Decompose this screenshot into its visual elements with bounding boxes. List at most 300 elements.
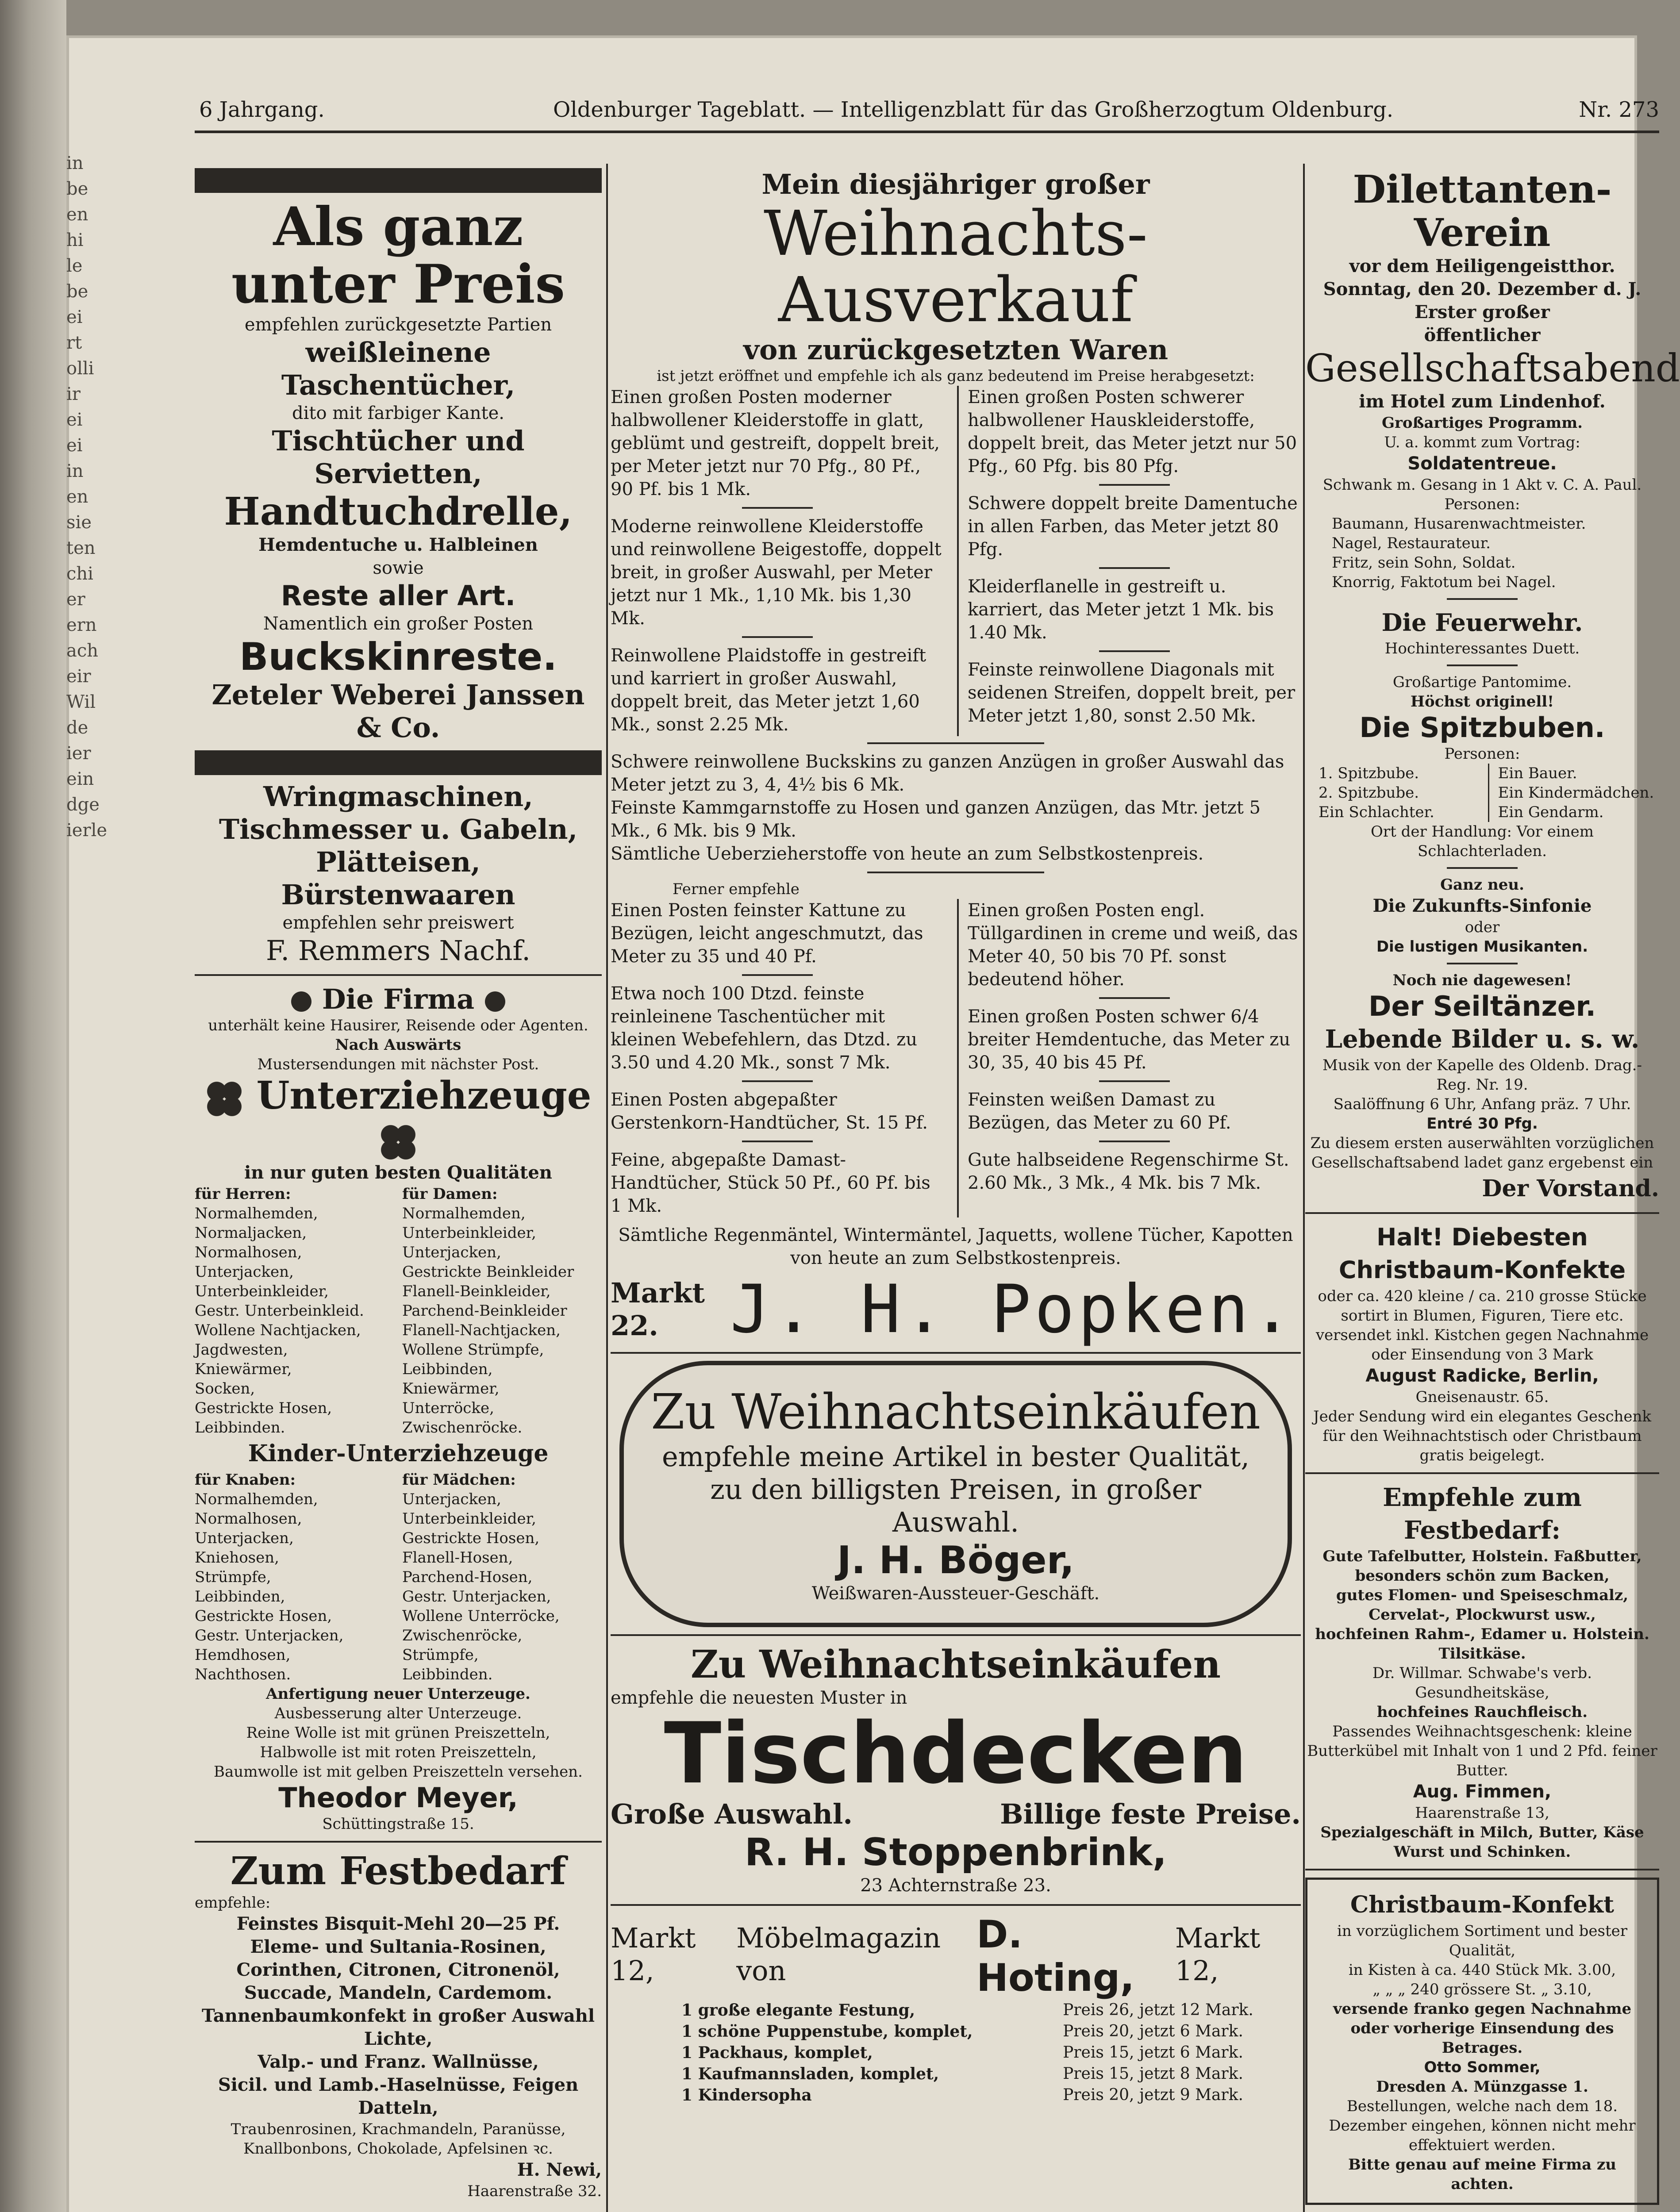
ad-line: Die lustigen Musikanten. — [1376, 938, 1588, 956]
margin-fragment: ei — [66, 435, 83, 456]
ad-firm: R. H. Stoppenbrink, — [744, 1830, 1167, 1874]
offer-text: Einen großen Posten schwerer halbwollener Hauskleiderstoffe, doppelt breit, das Meter jetzt nur 50 Pfg., 60 Pfg. bis 80 Pfg. — [968, 387, 1297, 476]
list-item: Jagdwesten, — [195, 1341, 288, 1359]
ad-headline: Weihnachts-Ausverkauf — [764, 198, 1148, 336]
list-item: Gestr. Unterbeinkleid. — [195, 1302, 364, 1320]
ad-headline: Christbaum-Konfekt — [1350, 1891, 1615, 1918]
list-item: Nagel, Restaurateur. — [1332, 534, 1491, 552]
ad-headline: Zu Weihnachtseinkäufen — [651, 1383, 1261, 1440]
list-item: 1. Spitzbube. — [1319, 764, 1419, 782]
ad-line: Eleme- und Sultania-Rosinen, — [250, 1936, 546, 1957]
rule — [1447, 867, 1518, 869]
rule — [1305, 1869, 1659, 1870]
header-number: Nr. 273 — [1579, 97, 1659, 122]
ad-line: oder — [1465, 918, 1500, 936]
newspaper-page — [66, 35, 1680, 2212]
list-item: Parchend-Beinkleider — [402, 1302, 567, 1320]
ad-line: Der Seiltänzer. — [1369, 990, 1596, 1022]
ad-line: Reine Wolle ist mit grünen Preiszetteln, — [246, 1724, 550, 1742]
table-cell: Preis 20, jetzt 6 Mark. — [1063, 2022, 1243, 2040]
ad-address: Schüttingstraße 15. — [322, 1815, 474, 1833]
list-item: Ein Bauer. — [1498, 764, 1577, 782]
list-item: Unterjacken, — [195, 1529, 294, 1547]
ad-line: Baumwolle ist mit gelben Preiszetteln versehen. — [214, 1763, 583, 1781]
ad-line: Feinstes Bisquit-Mehl 20—25 Pf. — [236, 1913, 560, 1934]
ad-address: Gneisenaustr. 65. — [1415, 1388, 1549, 1406]
rule — [1305, 1472, 1659, 1474]
margin-fragment: ei — [66, 307, 83, 327]
ad-address: Haarenstraße 13, — [1415, 1804, 1549, 1822]
ad-line: Höchst originell! — [1410, 693, 1554, 710]
ad-line: Namentlich ein großer Posten — [263, 614, 534, 634]
ad-line: Buckskinreste. — [239, 635, 557, 679]
ad-line: Soldatentreue. — [1407, 453, 1557, 474]
bullet-icon — [485, 991, 505, 1012]
list-item: Strümpfe, — [402, 1646, 479, 1664]
margin-fragment: er — [66, 589, 85, 610]
rule — [867, 742, 1044, 744]
list-item: Unterbeinkleider, — [402, 1224, 536, 1242]
ad-firm: Otto Sommer, — [1424, 2058, 1541, 2076]
ad-headline: Als ganz unter Preis — [231, 196, 565, 315]
list-item: Gestrickte Hosen, — [195, 1399, 332, 1417]
ad-line: Bestellungen, welche nach dem 18. Dezember eingehen, können nicht mehr effektuiert werden. — [1329, 2097, 1636, 2154]
margin-fragment: ierle — [66, 820, 108, 841]
list-item: Normaljacken, — [195, 1224, 307, 1242]
list-item: Baumann, Husarenwachtmeister. — [1332, 515, 1586, 533]
margin-fragment: hi — [66, 230, 84, 250]
ad-line: Ort der Handlung: Vor einem Schlachterladen. — [1370, 823, 1594, 860]
offer-text: Kleiderflanelle in gestreift u. karriert, das Meter jetzt 1 Mk. bis 1.40 Mk. — [968, 576, 1274, 643]
list-item: Ein Schlachter. — [1319, 803, 1434, 821]
ad-line: Großartiges Programm. — [1381, 414, 1583, 432]
rule — [742, 1080, 813, 1082]
ad-line: Tischtücher und Servietten, — [272, 425, 525, 490]
rule — [1099, 997, 1170, 999]
table-cell: 1 große elegante Festung, — [681, 2001, 915, 2020]
list-item: Zwischenröcke, — [402, 1627, 523, 1644]
ad-line: Musik von der Kapelle des Oldenb. Drag.-Reg. Nr. 19. — [1322, 1056, 1642, 1094]
list-item: Unterbeinkleider, — [195, 1283, 329, 1300]
price-table — [611, 2000, 1301, 2106]
header-rule — [195, 131, 1659, 133]
margin-fragment: le — [66, 256, 83, 276]
ad-line: sowie — [373, 558, 424, 578]
list-item: Unterjacken, — [195, 1263, 294, 1281]
margin-fragment: de — [66, 718, 88, 738]
ad-dilettanten — [1305, 167, 1680, 1205]
ad-line: Succade, Mandeln, Cardemom. — [244, 1982, 553, 2003]
ad-radicke — [1305, 1221, 1659, 1465]
ad-line: Erster großer — [1415, 302, 1550, 323]
ad-line: Billige feste Preise. — [1000, 1798, 1301, 1830]
column-divider — [606, 164, 608, 2212]
list-item: Leibbinden. — [402, 1666, 493, 1683]
rule — [195, 974, 602, 976]
table-cell: 1 Packhaus, komplet, — [681, 2043, 873, 2062]
ad-line: hochfeinen Rahm-, Edamer u. Holstein. Tilsitkäse. — [1315, 1625, 1649, 1663]
column-divider — [1303, 164, 1305, 2212]
ad-firm: J. H. Popken. — [730, 1271, 1296, 1348]
list-item: Ein Gendarm. — [1498, 803, 1604, 821]
ad-line: Nach Auswärts — [335, 1036, 461, 1054]
ad-line: Dr. Willmar. Schwabe's verb. Gesundheitskäse, — [1372, 1664, 1592, 1701]
scan-edge — [0, 0, 66, 2212]
rule — [611, 1352, 1301, 1354]
table-row — [611, 2042, 1301, 2063]
offer-text: Feine, abgepaßte Damast-Handtücher, Stück 50 Pf., 60 Pf. bis 1 Mk. — [611, 1150, 930, 1216]
ad-headline: Zum Festbedarf — [230, 1849, 566, 1893]
ad-title: Unterziehzeuge — [256, 1073, 592, 1118]
ad-line: dito mit farbiger Kante. — [292, 403, 505, 423]
ad-line: Jeder Sendung wird ein elegantes Geschenk für den Weihnachtstisch oder Christbaum gratis beigelegt. — [1313, 1408, 1652, 1464]
ad-title: Kinder-Unterziehzeuge — [248, 1440, 549, 1467]
table-cell: 1 schöne Puppenstube, komplet, — [681, 2022, 973, 2041]
ad-line: sortirt in Blumen, Figuren, Tiere etc. versendet inkl. Kistchen gegen Nachnahme oder Einsendung von 3 Mark — [1315, 1307, 1649, 1363]
margin-fragment: in — [66, 461, 84, 481]
table-row — [611, 2085, 1301, 2106]
ad-line: U. a. kommt zum Vortrag: — [1384, 434, 1580, 451]
margin-fragment: rt — [66, 333, 82, 353]
list-item: Gestrickte Beinkleider — [402, 1263, 574, 1281]
margin-fragment: ach — [66, 641, 99, 661]
margin-fragment: sie — [66, 512, 92, 533]
ad-line: Lebende Bilder u. s. w. — [1325, 1025, 1640, 1054]
table-cell: Preis 15, jetzt 6 Mark. — [1063, 2043, 1243, 2062]
column-2 — [611, 168, 1301, 2208]
list-item: Knorrig, Faktotum bei Nagel. — [1332, 573, 1556, 591]
ad-line: Ganz neu. — [1440, 876, 1524, 894]
rule — [1447, 598, 1518, 600]
margin-fragment: be — [66, 281, 88, 302]
margin-fragment: olli — [66, 358, 94, 379]
offer-text: Schwere doppelt breite Damentuche in allen Farben, das Meter jetzt 80 Pfg. — [968, 493, 1298, 560]
ad-pre: Zu Weihnachtseinkäufen — [691, 1642, 1221, 1687]
list-item: Leibbinden, — [402, 1360, 493, 1378]
rule — [1447, 664, 1518, 666]
margin-fragment: in — [66, 153, 84, 173]
ad-firm: D. Hoting, — [976, 1912, 1135, 2000]
list-item: Hemdhosen, — [195, 1646, 291, 1664]
offer-text: Einen Posten abgepaßter Gerstenkorn-Handtücher, St. 15 Pf. — [611, 1090, 928, 1133]
offer-text: Feinste reinwollene Diagonals mit seidenen Streifen, doppelt breit, per Meter jetzt 1,80, sonst 2.50 Mk. — [968, 660, 1296, 726]
ad-address: Markt 22. — [611, 1277, 705, 1342]
ad-sommer — [1305, 1878, 1659, 2205]
ad-firm: Aug. Fimmen, — [1413, 1782, 1552, 1802]
ad-line: weißleinene Taschentücher, — [281, 336, 515, 401]
list-item: Gestr. Unterjacken, — [402, 1588, 551, 1605]
ad-stoppenbrink — [611, 1643, 1301, 1897]
list-item: Gestrickte Hosen, — [195, 1607, 332, 1625]
header-volume: 6 Jahrgang. — [199, 97, 325, 122]
ad-janssen — [195, 168, 602, 775]
list-item: Normalhosen, — [195, 1510, 302, 1528]
rule — [611, 1634, 1301, 1636]
ad-firm: August Radicke, Berlin, — [1365, 1366, 1599, 1386]
ad-line: Sonntag, den 20. Dezember d. J. — [1323, 279, 1642, 300]
ad-line: Bitte genau auf meine Firma zu achten. — [1348, 2156, 1616, 2193]
margin-fragment: ei — [66, 410, 83, 430]
rule — [1099, 1141, 1170, 1142]
margin-fragment: ern — [66, 615, 97, 635]
ad-line: öffentlicher — [1424, 325, 1541, 346]
page-header — [199, 88, 1659, 128]
list-head: für Knaben: — [195, 1471, 296, 1489]
table-cell: 1 Kaufmannsladen, komplet, — [681, 2065, 939, 2083]
ad-line: Tannenbaumkonfekt in großer Auswahl Lichte, — [201, 2005, 595, 2049]
list-item: Parchend-Hosen, — [402, 1568, 533, 1586]
ad-boeger — [619, 1361, 1292, 1627]
ad-line: Personen: — [1444, 745, 1520, 763]
list-item: Normalhosen, — [195, 1244, 302, 1261]
list-item: Kniehosen, — [195, 1549, 279, 1567]
ad-hoting — [611, 1913, 1301, 2106]
ad-line: Die Zukunfts-Sinfonie — [1372, 895, 1592, 916]
ad-line: Sicil. und Lamb.-Haselnüsse, Feigen Datteln, — [218, 2074, 579, 2118]
ad-line: Wringmaschinen, — [263, 780, 533, 813]
ad-line: im Hotel zum Lindenhof. — [1359, 391, 1606, 412]
ad-headline: Dilettanten-Verein — [1353, 167, 1612, 255]
ad-pre: Mein diesjähriger großer — [761, 168, 1150, 200]
rule — [195, 1841, 602, 1843]
ad-line: Spezialgeschäft in Milch, Butter, Käse Wurst und Schinken. — [1320, 1824, 1644, 1861]
ad-firm: Theodor Meyer, — [278, 1782, 518, 1814]
ad-firm: J. H. Böger, — [837, 1538, 1075, 1582]
ad-address: Haarenstraße 32. — [467, 2182, 602, 2200]
ad-line: Großartige Pantomime. — [1392, 673, 1572, 691]
ad-line: unterhält keine Hausirer, Reisende oder Agenten. — [208, 1017, 588, 1034]
rule — [867, 872, 1044, 873]
rule — [1099, 567, 1170, 569]
list-item: Gestr. Unterjacken, — [195, 1627, 344, 1644]
list-item: Kniewärmer, — [195, 1360, 292, 1378]
rule — [1099, 650, 1170, 652]
black-bar — [195, 168, 602, 193]
ad-line: empfehle meine Artikel in bester Qualität, — [661, 1440, 1250, 1473]
ad-line: Hemdentuche u. Halbleinen — [258, 534, 538, 555]
ad-line: Cervelat-, Plockwurst usw., — [1369, 1606, 1596, 1624]
list-item: Leibbinden. — [195, 1419, 285, 1436]
list-head: für Mädchen: — [402, 1471, 516, 1489]
margin-fragment: Wil — [66, 692, 96, 712]
offer-text: Feinste Kammgarnstoffe zu Hosen und ganzen Anzügen, das Mtr. jetzt 5 Mk., 6 Mk. bis 9 Mk. — [611, 798, 1261, 841]
list-item: Gestrickte Hosen, — [402, 1529, 540, 1547]
rule — [611, 1904, 1301, 1906]
ad-line: „ „ „ 240 grössere St. „ 3.10, — [1372, 1981, 1592, 1998]
ad-line: Reste aller Art. — [281, 580, 516, 612]
list-head: für Damen: — [402, 1185, 498, 1203]
margin-fragment: ir — [66, 384, 81, 404]
list-item: Wollene Unterröcke, — [402, 1607, 560, 1625]
ad-address: Markt 12, — [611, 1922, 696, 1987]
table-cell: 1 Kindersopha — [681, 2086, 812, 2104]
margin-fragment: ein — [66, 769, 94, 789]
list-item: Flanell-Beinkleider, — [402, 1283, 551, 1300]
margin-fragment: be — [66, 179, 88, 199]
rule — [1099, 484, 1170, 486]
rule — [742, 507, 813, 509]
list-item: Wollene Strümpfe, — [402, 1341, 544, 1359]
ad-line: empfehle: — [195, 1894, 271, 1912]
ad-popken — [611, 168, 1301, 1348]
table-cell: Preis 26, jetzt 12 Mark. — [1063, 2001, 1253, 2019]
margin-fragment: en — [66, 204, 88, 225]
margin-fragment: chi — [66, 564, 93, 584]
list-item: Normalhemden, — [402, 1205, 526, 1222]
ad-firm: H. Newi, — [517, 2159, 602, 2180]
ad-line: in vorzüglichem Sortiment und bester Qualität, — [1337, 1922, 1627, 1959]
ad-line: oder ca. 420 kleine / ca. 210 grosse Stücke — [1318, 1287, 1647, 1305]
offer-text: Einen großen Posten moderner halbwollener Kleiderstoffe in glatt, geblümt und gestreift, doppelt breit, per Meter jetzt nur 70 Pfg., 80 Pf., 90 Pf. bis 1 Mk. — [611, 387, 940, 499]
list-item: Ein Kindermädchen. — [1498, 784, 1654, 802]
ad-line: Traubenrosinen, Krachmandeln, Paranüsse, Knallbonbons, Chokolade, Apfelsinen ꝛc. — [231, 2120, 566, 2158]
offer-text: Gute halbseidene Regenschirme St. 2.60 Mk., 3 Mk., 4 Mk. bis 7 Mk. — [968, 1150, 1289, 1193]
ad-line: Hochinteressantes Duett. — [1384, 640, 1580, 657]
column-3 — [1305, 167, 1680, 2208]
ad-trade: Weißwaren-Aussteuer-Geschäft. — [811, 1583, 1100, 1604]
rule — [742, 974, 813, 976]
ad-line: Gute Tafelbutter, Holstein. Faßbutter, besonders schön zum Backen, — [1322, 1548, 1642, 1585]
ad-line: versende franko gegen Nachnahme oder vorherige Einsendung des Betrages. — [1333, 2000, 1632, 2057]
ad-line: Entré 30 Pfg. — [1426, 1115, 1538, 1133]
list-item: Normalhemden, — [195, 1205, 318, 1222]
list-item: Flanell-Nachtjacken, — [402, 1321, 561, 1339]
ad-line: Halbwolle ist mit roten Preiszetteln, — [260, 1743, 537, 1761]
ad-line: Personen: — [1444, 495, 1520, 513]
offer-text: Schwere reinwollene Buckskins zu ganzen Anzügen in großer Auswahl das Meter jetzt zu 3, 4, 4½ bis 6 Mk. — [611, 752, 1284, 795]
offer-text: Moderne reinwollene Kleiderstoffe und reinwollene Beigestoffe, doppelt breit, in großer Auswahl, per Meter jetzt nur 1 Mk., 1,10 Mk. bis 1,30 Mk. — [611, 516, 942, 629]
margin-fragment: en — [66, 487, 88, 507]
offer-text: Einen großen Posten schwer 6/4 breiter Hemdentuche, das Meter zu 30, 35, 40 bis 45 Pf. — [968, 1006, 1291, 1073]
ad-sub: in nur guten besten Qualitäten — [244, 1162, 552, 1183]
table-cell: Preis 20, jetzt 9 Mark. — [1063, 2086, 1243, 2104]
clover-icon — [379, 1123, 417, 1161]
header-title: Oldenburger Tageblatt. — Intelligenzblatt für das Großherzogtum Oldenburg. — [553, 97, 1394, 122]
ad-headline: Empfehle zum Festbedarf: — [1383, 1483, 1582, 1545]
ad-line: vor dem Heiligengeistthor. — [1349, 256, 1615, 276]
column-1 — [195, 168, 602, 2208]
offer-text: Einen Posten feinster Kattune zu Bezügen, leicht angeschmutzt, das Meter zu 35 und 40 Pf. — [611, 900, 923, 967]
offer-text: Sämtliche Ueberzieherstoffe von heute an zum Selbstkostenpreis. — [611, 844, 1204, 864]
ad-line: Zu diesem ersten auserwählten vorzüglichen Gesellschaftsabend ladet ganz ergebenst ein — [1310, 1134, 1654, 1171]
ad-line: Schwank m. Gesang in 1 Akt v. C. A. Paul. — [1322, 476, 1642, 494]
ad-line: Tischmesser u. Gabeln, — [219, 813, 578, 845]
left-margin-bleed — [66, 150, 108, 843]
ad-line: Ausbesserung alter Unterzeuge. — [274, 1705, 522, 1722]
ad-line: in Kisten à ca. 440 Stück Mk. 3.00, — [1348, 1961, 1616, 1979]
list-item: 2. Spitzbube. — [1319, 784, 1419, 802]
list-item: Kniewärmer, — [402, 1380, 500, 1398]
ad-remmers — [195, 780, 602, 967]
ad-line: empfehle die neuesten Muster in — [611, 1688, 907, 1708]
ad-line: Plätteisen, — [316, 846, 481, 878]
ad-fimmen — [1305, 1481, 1659, 1862]
ad-meyer — [195, 983, 602, 1834]
ad-line: Große Auswahl. — [611, 1798, 853, 1830]
table-cell: Preis 15, jetzt 8 Mark. — [1063, 2065, 1243, 2083]
ad-line: Anfertigung neuer Unterzeuge. — [266, 1685, 531, 1703]
margin-fragment: dge — [66, 795, 100, 815]
rule — [1305, 1212, 1659, 1214]
table-row — [611, 2000, 1301, 2021]
ad-line: empfehlen sehr preiswert — [282, 913, 514, 933]
ad-line: Noch nie dagewesen! — [1392, 972, 1572, 989]
list-head: für Herren: — [195, 1185, 291, 1203]
ad-sub: von zurückgesetzten Waren — [743, 334, 1169, 366]
ad-address: 23 Achternstraße 23. — [860, 1875, 1051, 1896]
ad-line: Die Feuerwehr. — [1381, 608, 1583, 637]
ad-firm: F. Remmers Nachf. — [266, 934, 531, 967]
ad-line: Passendes Weihnachtsgeschenk: kleine Butterkübel mit Inhalt von 1 und 2 Pfd. feiner Butter. — [1307, 1723, 1657, 1779]
ad-line: gutes Flomen- und Speiseschmalz, — [1336, 1586, 1629, 1604]
rule — [1099, 1080, 1170, 1082]
offer-text: Einen großen Posten engl. Tüllgardinen in creme und weiß, das Meter 40, 50 bis 70 Pf. sonst bedeutend höher. — [968, 900, 1298, 990]
list-item: Normalhemden, — [195, 1490, 318, 1508]
ad-headline: Die Firma — [322, 983, 475, 1015]
list-item: Strümpfe, — [195, 1568, 271, 1586]
ad-line: Corinthen, Citronen, Citronenöl, — [236, 1959, 560, 1980]
ad-firm: Der Vorstand. — [1482, 1175, 1659, 1202]
ad-address: Dresden A. Münzgasse 1. — [1376, 2078, 1588, 2096]
ad-line: Mustersendungen mit nächster Post. — [257, 1056, 539, 1073]
list-item: Unterjacken, — [402, 1244, 501, 1261]
rule — [742, 636, 813, 638]
list-item: Nachthosen. — [195, 1666, 291, 1683]
list-item: Socken, — [195, 1380, 255, 1398]
list-item: Unterbeinkleider, — [402, 1510, 536, 1528]
black-bar — [195, 750, 602, 775]
list-item: Fritz, sein Sohn, Soldat. — [1332, 554, 1516, 572]
ad-line: Saalöffnung 6 Uhr, Anfang präz. 7 Uhr. — [1333, 1095, 1631, 1113]
margin-fragment: eir — [66, 666, 91, 687]
offer-text: Sämtliche Regenmäntel, Wintermäntel, Jaquetts, wollene Tücher, Kapotten von heute an zum Selbstkostenpreis. — [618, 1225, 1293, 1268]
offer-text: Feinsten weißen Damast zu Bezügen, das Meter zu 60 Pf. — [968, 1090, 1231, 1133]
ad-address: Markt 12, — [1175, 1922, 1261, 1987]
margin-fragment: ten — [66, 538, 96, 558]
ad-intro: ist jetzt eröffnet und empfehle ich als ganz bedeutend im Preise herabgesetzt: — [657, 367, 1255, 385]
ad-headline: Halt! Diebesten Christbaum-Konfekte — [1338, 1223, 1626, 1284]
ad-line: Gesellschaftsabend — [1305, 346, 1680, 391]
ad-line: Möbelmagazin von — [736, 1922, 941, 1987]
list-item: Wollene Nachtjacken, — [195, 1321, 361, 1339]
ad-line: zu den billigsten Preisen, in großer Auswahl. — [710, 1473, 1201, 1538]
ad-line: Valp.- und Franz. Wallnüsse, — [258, 2051, 539, 2072]
rule — [742, 1141, 813, 1142]
ad-newi — [195, 1850, 602, 2201]
ad-firm: Zeteler Weberei Janssen & Co. — [211, 679, 585, 744]
ad-more: Ferner empfehle — [673, 880, 800, 898]
offer-text: Reinwollene Plaidstoffe in gestreift und karriert in großer Auswahl, doppelt breit, das Meter jetzt 1,60 Mk., sonst 2.25 Mk. — [611, 645, 926, 735]
offer-text: Etwa noch 100 Dtzd. feinste reinleinene Taschentücher mit kleinen Webefehlern, das Dtzd. zu 3.50 und 4.20 Mk., sonst 7 Mk. — [611, 983, 918, 1073]
list-item: Unterjacken, — [402, 1490, 501, 1508]
table-row — [611, 2021, 1301, 2042]
ad-line: Die Spitzbuben. — [1359, 711, 1605, 744]
list-item: Zwischenröcke. — [402, 1419, 523, 1436]
ad-line: hochfeines Rauchfleisch. — [1376, 1703, 1588, 1721]
ad-headline: Tischdecken — [664, 1705, 1248, 1802]
bullet-icon — [291, 991, 311, 1012]
list-item: Unterröcke, — [402, 1399, 494, 1417]
table-row — [611, 2063, 1301, 2085]
margin-fragment: ier — [66, 743, 91, 764]
ad-line: Handtuchdrelle, — [224, 489, 573, 534]
list-item: Leibbinden, — [195, 1588, 285, 1605]
list-item: Flanell-Hosen, — [402, 1549, 513, 1567]
rule — [1447, 963, 1518, 964]
ad-line: Bürstenwaaren — [281, 879, 515, 911]
ad-line: empfehlen zurückgesetzte Partien — [244, 315, 552, 335]
clover-icon — [205, 1080, 243, 1118]
